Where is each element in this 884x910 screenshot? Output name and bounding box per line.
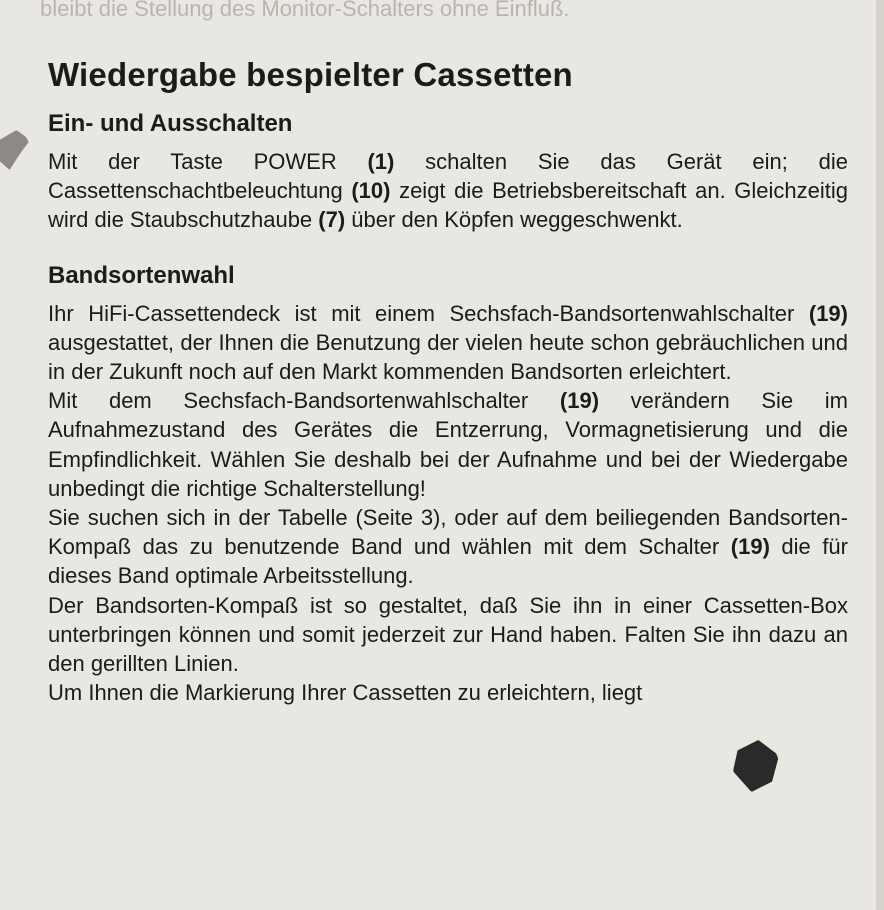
- paragraph-text: Ihr HiFi-Cassettendeck ist mit einem Sechsfach-Bandsortenwahlschalter: [48, 300, 809, 326]
- paragraph-text: Mit der Taste POWER: [48, 149, 368, 174]
- ink-blot-mark: [733, 740, 779, 792]
- part-reference-number: (10): [351, 178, 391, 204]
- body-paragraph: [48, 386, 848, 503]
- page-title: Wiedergabe bespielter Cassetten: [48, 56, 573, 93]
- paragraph-text: ausgestattet, der Ihnen die Benutzung der vielen heute schon gebräuchlichen und in der Zukunft noch auf den Markt kommenden Bandsorten erleichtert.: [48, 329, 848, 385]
- body-paragraph: [48, 678, 848, 707]
- section-heading-power: Ein- und Ausschalten: [48, 110, 293, 137]
- part-reference-number: (7): [318, 207, 346, 233]
- document-page: [48, 55, 848, 707]
- body-paragraph: [48, 299, 848, 387]
- paragraph-text: schalten Sie das Gerät ein; die Cassettenschachtbeleuchtung: [48, 149, 849, 204]
- paragraph-text: zeigt die Betriebsbereitschaft an. Gleichzeitig wird die Staubschutzhaube: [48, 178, 849, 233]
- body-paragraph: [48, 591, 848, 679]
- section-heading-tape-type: Bandsortenwahl: [48, 261, 235, 289]
- body-paragraph: [48, 503, 848, 591]
- paragraph-text: über den Köpfen weggeschwenkt.: [345, 207, 683, 233]
- paragraph-text: verändern Sie im Aufnahmezustand des Gerätes die Entzerrung, Vormagnetisierung und die Empfindlichkeit. Wählen Sie deshalb bei der Aufnahme und bei der Wiedergabe unbedingt die richtige Schalterstellung!: [48, 388, 848, 501]
- section-tape-type-body: [48, 299, 848, 708]
- page-damage-mark: [0, 130, 30, 170]
- previous-page-line: bleibt die Stellung des Monitor-Schalters ohne Einfluß.: [40, 0, 570, 21]
- paragraph-text: Der Bandsorten-Kompaß ist so gestaltet, daß Sie ihn in einer Cassetten-Box unterbringen können und somit jederzeit zur Hand haben. Falten Sie ihn dazu an den gerillten Linien.: [48, 592, 848, 677]
- section-power-body: [48, 147, 848, 235]
- paragraph-text: Um Ihnen die Markierung Ihrer Cassetten zu erleichtern, liegt: [48, 680, 643, 706]
- paragraph-text: Sie suchen sich in der Tabelle (Seite 3), oder auf dem beiliegenden Bandsorten-Kompaß das zu benutzende Band und wählen mit dem Schalter: [48, 505, 848, 560]
- body-paragraph: [48, 147, 848, 235]
- part-reference-number: (19): [559, 388, 600, 414]
- part-reference-number: (1): [367, 149, 395, 174]
- page-edge: [876, 0, 884, 910]
- part-reference-number: (19): [730, 534, 770, 560]
- paragraph-text: Mit dem Sechsfach-Bandsortenwahlschalter: [48, 388, 560, 414]
- paragraph-text: die für dieses Band optimale Arbeitsstellung.: [48, 534, 848, 589]
- part-reference-number: (19): [808, 300, 848, 326]
